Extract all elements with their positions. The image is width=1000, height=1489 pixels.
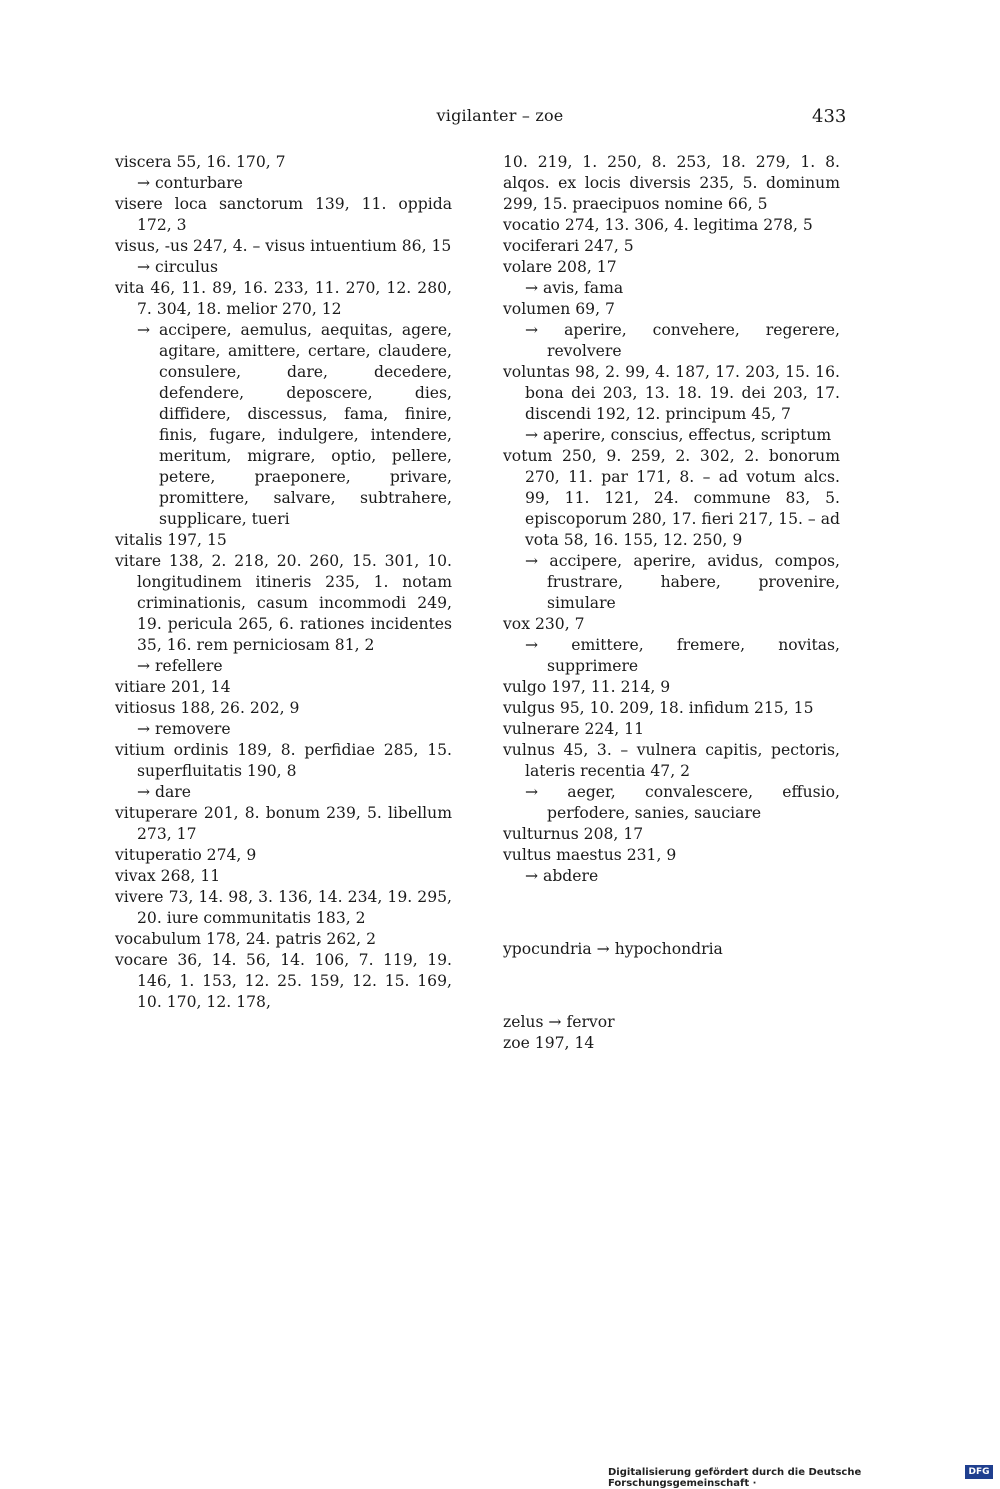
index-entry: ypocundria → hypochondria: [503, 940, 723, 959]
index-entry: vivax 268, 11: [115, 867, 221, 885]
index-entry: vulturnus 208, 17: [503, 825, 644, 843]
index-cross-reference: → accipere, aperire, avidus, compos, frustrare, habere, provenire, simulare: [525, 552, 840, 612]
index-cross-reference: → aperire, conscius, effectus, scriptum: [525, 426, 832, 444]
index-entry: vox 230, 7: [503, 615, 585, 633]
index-entry: 10. 219, 1. 250, 8. 253, 18. 279, 1. 8. alqos. ex locis diversis 235, 5. dominum 299, 15. praecipuos nomine 66, 5: [503, 153, 840, 213]
index-entry: voluntas 98, 2. 99, 4. 187, 17. 203, 15. 16. bona dei 203, 13. 18. 19. dei 203, 17. discendi 192, 12. principum 45, 7: [503, 363, 840, 423]
index-entry: volumen 69, 7: [503, 300, 615, 318]
index-entry: vita 46, 11. 89, 16. 233, 11. 270, 12. 280, 7. 304, 18. melior 270, 12: [115, 279, 452, 318]
index-gap: [503, 976, 840, 997]
index-cross-reference: → aeger, convalescere, effusio, perfodere, sanies, sauciare: [525, 783, 840, 822]
index-entry: zoe 197, 14: [503, 1034, 595, 1053]
page-number: 433: [812, 106, 847, 127]
index-entry: vultus maestus 231, 9: [503, 846, 677, 864]
index-cross-reference: → refellere: [137, 657, 223, 675]
index-entry: vituperatio 274, 9: [115, 846, 257, 864]
running-head: vigilanter – zoe: [436, 106, 564, 125]
index-entry: vituperare 201, 8. bonum 239, 5. libellum 273, 17: [115, 804, 452, 843]
index-cross-reference: → circulus: [137, 258, 219, 276]
index-column-left: [115, 152, 452, 1013]
index-entry: vulnerare 224, 11: [503, 720, 645, 738]
index-gap: [503, 903, 840, 924]
index-entry: zelus → fervor: [503, 1013, 615, 1032]
index-entry: visere loca sanctorum 139, 11. oppida 172, 3: [115, 195, 452, 234]
index-entry: vociferari 247, 5: [503, 237, 634, 255]
index-cross-reference: → conturbare: [137, 174, 243, 192]
index-entry: votum 250, 9. 259, 2. 302, 2. bonorum 270, 11. par 171, 8. – ad votum alcs. 99, 11. 121, 24. commune 83, 5. episcoporum 280, 17. fieri 217, 15. – ad vota 58, 16. 155, 12. 250, 9: [503, 447, 840, 549]
index-cross-reference: → avis, fama: [525, 279, 624, 297]
dfg-logo: DFG: [965, 1465, 993, 1479]
index-cross-reference: → accipere, aemulus, aequitas, agere, agitare, amittere, certare, claudere, consulere, dare, decedere, defendere, deposcere, dies, diffidere, discessus, fama, finire, finis, fugare, indulgere, intendere, meritum, migrare, optio, pellere, petere, praeponere, privare, promittere, salvare, subtrahere, supplicare, tueri: [137, 321, 452, 528]
index-cross-reference: → dare: [137, 783, 191, 801]
index-entry: viscera 55, 16. 170, 7: [115, 153, 286, 171]
index-entry: vocatio 274, 13. 306, 4. legitima 278, 5: [503, 216, 813, 234]
index-column-right: [503, 152, 840, 1054]
index-cross-reference: → emittere, fremere, novitas, supprimere: [525, 636, 840, 675]
index-entry: vulgo 197, 11. 214, 9: [503, 678, 671, 696]
index-entry: vulgus 95, 10. 209, 18. infidum 215, 15: [503, 699, 814, 717]
index-entry: volare 208, 17: [503, 258, 617, 276]
index-cross-reference: → abdere: [525, 867, 599, 885]
index-cross-reference: → aperire, convehere, regerere, revolvere: [525, 321, 840, 360]
index-entry: vitiosus 188, 26. 202, 9: [115, 699, 300, 717]
index-cross-reference: → removere: [137, 720, 231, 738]
index-entry: vitiare 201, 14: [115, 678, 231, 696]
index-entry: vitium ordinis 189, 8. perfidiae 285, 15. superfluitatis 190, 8: [115, 741, 452, 780]
index-entry: vulnus 45, 3. – vulnera capitis, pectoris, lateris recentia 47, 2: [503, 741, 840, 780]
index-entry: vivere 73, 14. 98, 3. 136, 14. 234, 19. 295, 20. iure communitatis 183, 2: [115, 888, 452, 927]
index-entry: vitare 138, 2. 218, 20. 260, 15. 301, 10. longitudinem itineris 235, 1. notam criminationis, casum incommodi 249, 19. pericula 265, 6. rationes incidentes 35, 16. rem perniciosam 81, 2: [115, 552, 452, 654]
index-entry: vocabulum 178, 24. patris 262, 2: [115, 930, 377, 948]
footer-credit: Digitalisierung gefördert durch die Deutsche Forschungsgemeinschaft ·: [608, 1467, 862, 1489]
index-entry: vocare 36, 14. 56, 14. 106, 7. 119, 19. 146, 1. 153, 12. 25. 159, 12. 15. 169, 10. 170, 12. 178,: [115, 951, 452, 1011]
index-entry: visus, -us 247, 4. – visus intuentium 86, 15: [115, 237, 452, 255]
index-entry: vitalis 197, 15: [115, 531, 227, 549]
